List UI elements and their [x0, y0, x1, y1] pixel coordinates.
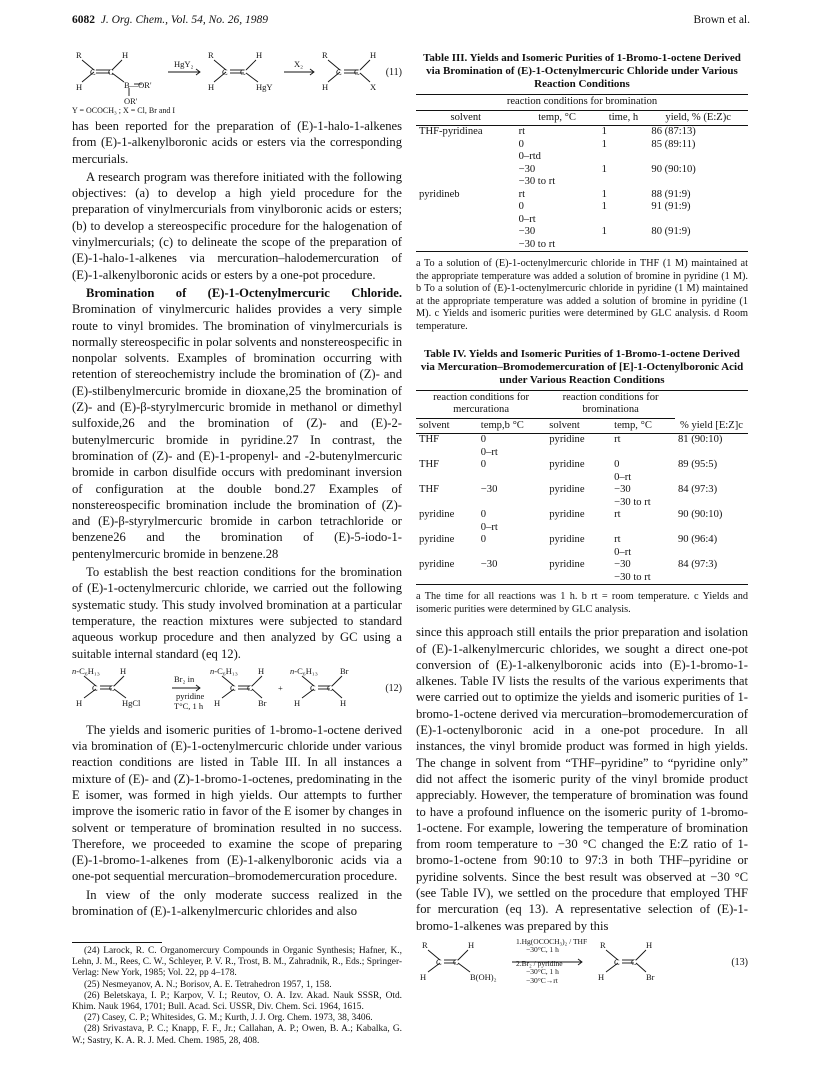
table-cell — [416, 472, 478, 485]
table-row — [416, 239, 748, 252]
table-row — [416, 559, 748, 572]
table-cell: 0–rt — [614, 546, 632, 558]
equation-13 — [416, 938, 748, 1000]
table-4-footnotes: a The time for all reactions was 1 h. b rt = room temperature. c Yields and isomeric purities were determined by GLC analysis. — [416, 591, 748, 615]
table-row — [416, 447, 748, 460]
eq12-reagent-bottom: T°C, 1 h — [174, 700, 204, 711]
table-cell: THF-pyridinea — [419, 126, 483, 137]
svg-text:R: R — [322, 50, 328, 60]
table-cell — [546, 547, 611, 560]
references — [72, 942, 402, 1047]
left-column — [72, 48, 402, 921]
table-cell: −30 to rt — [614, 571, 651, 583]
svg-text:H: H — [598, 971, 605, 982]
svg-text:C: C — [108, 67, 114, 77]
svg-text:C: C — [631, 956, 637, 967]
svg-text:C: C — [90, 67, 96, 77]
table-cell — [416, 547, 478, 560]
table-row — [416, 472, 748, 485]
table-cell — [478, 572, 546, 585]
svg-text:X: X — [370, 82, 377, 92]
table-cell — [648, 214, 748, 227]
table-row — [416, 484, 748, 497]
table-cell: 0–rt — [518, 213, 536, 225]
table-cell: −30 — [518, 226, 536, 237]
table-cell: −30 — [480, 484, 498, 496]
eq13-line-1: 1.Hg(OCOCH₃)₂ / THF — [516, 936, 588, 946]
eq11-number: (11) — [385, 67, 402, 78]
table-cell — [599, 239, 649, 252]
table-cell: 88 (91:9) — [651, 188, 691, 200]
eq13-conditions — [516, 938, 587, 986]
table-cell: 1 — [601, 226, 607, 237]
table-cell — [599, 214, 649, 227]
table-cell: 0 — [480, 434, 487, 446]
table-cell — [416, 572, 478, 585]
journal-citation: J. Org. Chem., Vol. 54, No. 26, 1989 — [100, 14, 269, 26]
svg-text:H: H — [322, 82, 329, 92]
table-cell: 0–rtd — [518, 151, 541, 162]
svg-text:C: C — [436, 956, 442, 967]
table-cell: pyridine — [549, 534, 585, 546]
table-cell: pyridine — [549, 459, 585, 471]
table-row — [416, 189, 748, 202]
table-cell: 1 — [601, 126, 607, 137]
table-4-col-temp-2: temp, °C — [614, 419, 652, 431]
table-row — [416, 214, 748, 227]
svg-text:C: C — [327, 682, 333, 693]
table-cell — [648, 176, 748, 189]
svg-text:H: H — [76, 697, 83, 708]
table-cell: pyridine — [549, 509, 585, 521]
table-cell — [599, 176, 649, 189]
svg-text:n-C₆H₁₃: n-C₆H₁₃ — [72, 665, 100, 676]
table-cell: 0 — [480, 534, 487, 546]
svg-text:C: C — [354, 67, 360, 77]
eq12-reagent-top: Br₂ in — [174, 673, 195, 684]
table-cell: rt — [614, 509, 621, 521]
eq12-reagent-mid: pyridine — [176, 690, 205, 701]
table-3-col-solvent: solvent — [450, 111, 482, 123]
table-cell: 89 (95:5) — [677, 459, 718, 471]
table-cell: pyridine — [549, 484, 585, 496]
table-cell: −30 — [614, 484, 631, 496]
svg-text:C: C — [222, 67, 228, 77]
section-heading: Bromination of (E)-1-Octenylmercuric Chloride. — [86, 285, 402, 300]
table-row — [416, 497, 748, 510]
table-cell: −30 — [518, 163, 536, 175]
table-cell — [416, 139, 516, 152]
svg-text:n-C₆H₁₃: n-C₆H₁₃ — [290, 665, 318, 676]
paragraph: To establish the best reaction conditions for the bromination of (E)-1-octenylmercuric chloride, we carried out the following systematic study. This study involved bromination at a particular temperature, the reaction mixtures were subjected to standard aqueous workup procedure and then analyzed by GC using a suitable internal standard (eq 12). — [72, 565, 402, 661]
svg-text:H: H — [120, 665, 127, 676]
table-cell: −30 to rt — [518, 238, 556, 250]
equation-12 — [72, 666, 402, 718]
eq13-line-2: −30°C, 1 h — [526, 945, 559, 955]
svg-text:H: H — [468, 939, 475, 950]
svg-text:H: H — [76, 82, 83, 92]
equation-11-structures — [72, 48, 402, 106]
svg-text:H: H — [370, 50, 377, 60]
table-cell: 84 (97:3) — [677, 559, 718, 571]
table-cell — [648, 239, 748, 252]
table-cell — [416, 497, 478, 510]
header-left — [72, 14, 268, 26]
table-row — [416, 139, 748, 152]
svg-text:R: R — [76, 50, 82, 60]
table-cell: rt — [518, 126, 526, 137]
svg-text:R: R — [600, 939, 606, 950]
svg-text:HgCl: HgCl — [122, 697, 141, 708]
table-cell — [416, 447, 478, 460]
table-row — [416, 509, 748, 522]
table-cell: 0 — [480, 459, 487, 471]
eq13-line-4: −30°C, 1 h — [526, 967, 559, 977]
svg-text:C: C — [109, 682, 115, 693]
svg-text:+: + — [278, 682, 283, 693]
page-number: 6082 — [72, 14, 95, 26]
right-column — [416, 52, 748, 1000]
table-cell — [546, 572, 611, 585]
table-cell: −30 — [480, 559, 498, 571]
svg-text:H: H — [258, 665, 265, 676]
paragraph-text: Bromination of vinylmercuric halides provides a very simple route to vinyl bromides. The bromination of vinylmercurials is normally stereospecific in polar solvents and nonstereospecific in nonpolar solvents. Examples of bromination occurring with retention of stereochemistry include the bromination of (Z)- and (E)-stilbenylmercuric bromide in dioxane,25 the bromination of (Z)- and (E)-β-styrylmercuric bromide in methanol or dimethyl sulfoxide,26 and the bromination of (Z)- and (E)-2-butenylmercuric bromide in pyridine.27 In contrast, the bromination of (Z)- and (E)-1-propenyl- and -2-butenylmercuric bromide in carbon disulfide occurs with predominant inversion of configuration at the double bond.27 Examples of nonstereospecific bromination include the bromination of (Z)- and (E)-β-styrylmercuric bromide in carbon tetrachloride or benzene26 and the bromination of (E)-5-iodo-1-pentenylmercuric bromide in benzene.28 — [72, 302, 402, 561]
paragraph: In view of the only moderate success realized in the bromination of (E)-1-alkenylmercuric chlorides and also — [72, 887, 402, 919]
eq11-reagent-1: HgY₂ — [174, 59, 194, 69]
svg-text:H: H — [646, 939, 653, 950]
svg-text:H: H — [208, 82, 215, 92]
table-4 — [416, 348, 748, 617]
table-cell — [675, 547, 748, 560]
table-cell: THF — [419, 459, 440, 471]
table-cell — [416, 214, 516, 227]
table-row — [416, 522, 748, 535]
table-cell — [648, 151, 748, 164]
table-4-body — [416, 434, 748, 585]
table-4-group-mercuration: reaction conditions for mercurationa — [416, 390, 546, 418]
table-cell: rt — [614, 434, 621, 446]
eq13-line-5: −30°C→rt — [526, 975, 558, 985]
svg-text:C: C — [247, 682, 253, 693]
svg-text:Br: Br — [258, 697, 267, 708]
svg-text:R: R — [422, 939, 428, 950]
table-cell: THF — [419, 434, 440, 446]
table-cell: 1 — [601, 163, 607, 175]
table-4-col-temp-1: temp,b °C — [480, 419, 524, 431]
table-cell — [478, 547, 546, 560]
svg-text:C: C — [453, 956, 459, 967]
svg-text:B(OH)₂: B(OH)₂ — [470, 971, 497, 982]
table-cell: 1 — [601, 138, 607, 150]
svg-text:B—OR': B—OR' — [124, 80, 152, 90]
table-cell — [675, 522, 748, 535]
table-cell: 90 (90:10) — [677, 509, 723, 521]
table-cell — [416, 151, 516, 164]
table-cell: pyridine — [419, 534, 455, 546]
table-cell: 90 (90:10) — [651, 163, 696, 175]
svg-text:OR': OR' — [124, 96, 138, 106]
svg-text:H: H — [420, 971, 427, 982]
table-cell: rt — [518, 188, 526, 200]
table-3-title: Table III. Yields and Isomeric Purities of 1-Bromo-1-octene Derived via Bromination of (E)-1-Octenylmercuric Chloride under Various Reaction Conditions — [423, 52, 741, 90]
table-cell — [675, 472, 748, 485]
table-row — [416, 201, 748, 214]
table-3 — [416, 52, 748, 334]
eq12-number: (12) — [385, 682, 402, 694]
equation-11 — [72, 48, 402, 118]
reference-25: (25) Nesmeyanov, A. N.; Borisov, A. E. Tetrahedron 1957, 1, 158. — [84, 979, 332, 990]
eq13-number: (13) — [731, 956, 748, 968]
table-cell: pyridine — [549, 559, 585, 571]
table-cell: 91 (91:9) — [651, 201, 691, 212]
svg-text:H: H — [340, 697, 347, 708]
table-cell — [546, 472, 611, 485]
table-4-group-bromination: reaction conditions for brominationa — [546, 390, 675, 418]
table-cell: −30 to rt — [518, 176, 556, 187]
table-row — [416, 459, 748, 472]
table-row — [416, 226, 748, 239]
table-cell: 0 — [614, 459, 620, 471]
table-cell: 80 (91:9) — [651, 226, 691, 237]
table-4-col-solvent-2: solvent — [549, 419, 580, 431]
reference-28: (28) Srivastava, P. C.; Knapp, F. F., Jr.; Callahan, A. P.; Owen, B. A.; Kabalka, G. W.; Sastry, K. A. R. J. Med. Chem. 1985, 28, 408. — [72, 1024, 402, 1046]
table-cell — [416, 176, 516, 189]
svg-text:R: R — [208, 50, 214, 60]
table-cell: −30 to rt — [614, 496, 651, 508]
table-3-col-time: time, h — [608, 111, 639, 123]
paragraph: A research program was therefore initiated with the following objectives: (a) to develop a high yield procedure for the preparation of vinylmercurials from vinylboronic acids or esters; (b) to develop a stereospecific procedure for the halogenation of vinylmercurials; (c) to delineate the scope of the preparation of (E)-1-halo-1-alkenes via mercuration–halodemercuration of (E)-1-alkenylboronic acids or esters by a one-pot procedure. — [72, 169, 402, 282]
table-cell — [416, 239, 516, 252]
svg-text:H: H — [294, 697, 301, 708]
table-cell: −30 — [614, 559, 631, 571]
table-cell — [611, 522, 675, 535]
paragraph: The yields and isomeric purities of 1-bromo-1-octene derived via bromination of (E)-1-octenylmercuric chloride under various reaction conditions are listed in Table III. In all instances a mixture of (E)- and (Z)-1-bromo-1-octenes, predominating in the E isomer, was formed in high yields. Our attempts to further improve the isomeric ratio in favor of the E isomer by changes in solvent or temperature of bromination resulted in no success. Therefore, we proceeded to examine the scope of preparing (E)-1-bromo-1-alkenes from (E)-1-alkenylboronic acids via a one-pot sequential mercuration–bromodemercuration procedure. — [72, 722, 402, 884]
references-rule — [72, 942, 162, 943]
table-row — [416, 176, 748, 189]
table-cell: 81 (90:10) — [677, 434, 723, 446]
svg-text:C: C — [230, 682, 236, 693]
table-4-title: Table IV. Yields and Isomeric Purities of 1-Bromo-1-octene Derived via Mercuration–Bromodemercuration of [E]-1-Octenylboronic Acid under Various Reaction Conditions — [420, 347, 744, 386]
table-cell — [546, 447, 611, 460]
table-cell — [546, 522, 611, 535]
svg-text:C: C — [336, 67, 342, 77]
svg-text:H: H — [256, 50, 263, 60]
paragraph: has been reported for the preparation of (E)-1-halo-1-alkenes from (E)-1-alkenylboronic acids or esters via the corresponding mercurials. — [72, 119, 402, 166]
table-row — [416, 434, 748, 447]
svg-text:C: C — [240, 67, 246, 77]
table-3-group-header: reaction conditions for bromination — [416, 95, 748, 111]
table-row — [416, 572, 748, 585]
table-3-body — [416, 126, 748, 252]
table-3-grid — [416, 94, 748, 252]
table-cell: 0 — [518, 138, 524, 150]
svg-text:H: H — [214, 697, 221, 708]
table-cell — [416, 201, 516, 214]
table-cell — [611, 447, 675, 460]
table-cell: pyridine — [419, 559, 455, 571]
svg-text:Br: Br — [646, 971, 655, 982]
table-3-footnotes: a To a solution of (E)-1-octenylmercuric chloride in THF (1 M) maintained at the appropriate temperature was added a solution of bromine in pyridine (1 M). b To a solution of (E)-1-octenylmercuric chloride in pyridine (1 M) maintained at the appropriate temperature was added a solution of bromine in pyridine (1 M). c Yields and isomeric purities were determined by GLC analysis. d Room temperature. — [416, 258, 748, 332]
svg-text:C: C — [310, 682, 316, 693]
svg-text:C: C — [614, 956, 620, 967]
svg-text:HgY: HgY — [256, 82, 273, 92]
eq11-reagent-2: X₂ — [294, 59, 304, 69]
paragraph: since this approach still entails the prior preparation and isolation of (E)-1-alkenylmercuric chlorides, we sought a direct one-pot conversion of (E)-1-alkenylboronic acids into (E)-1-bromo-1-alkenes. Table IV lists the results of the various experiments that were carried out to optimize the yields and isomeric purities of 1-bromo-1-octene derived via mercuration–bromodemercuration of (E)-1-octenylboronic acid in a one-pot procedure. In all instances, the vinyl bromide product was formed in high yields. The change in solvent from “THF–pyridine” to “pyridine only” did not affect the isomeric purity of the vinyl bromide product appreciably. However, the temperature of bromination was found to have a profound influence on the isomeric purity of 1-bromo-1-octene. For example, lowering the temperature of bromination from room temperature to −30 °C changed the E:Z ratio of 1-bromo-1-octene from 90:10 to 97:3 in both THF–pyridine or pyridine solvents. Since the best result was observed at −30 °C (see Table IV), we settled on the procedure that employed THF for mercuration (eq 13). A representative selection of (E)-1-bromo-1-alkenes was prepared by this — [416, 625, 748, 933]
table-cell: 0–rt — [614, 471, 632, 483]
eq11-caption: Y = OCOCH₃ ; X = Cl, Br and I — [72, 106, 176, 115]
table-row — [416, 151, 748, 164]
table-cell: 85 (89:11) — [651, 138, 696, 150]
table-cell — [675, 572, 748, 585]
table-3-col-yield: yield, % (E:Z)c — [665, 111, 731, 123]
table-cell: 1 — [601, 201, 607, 212]
svg-text:C: C — [92, 682, 98, 693]
equation-12-structures — [72, 666, 402, 716]
table-cell: 86 (87:13) — [651, 126, 696, 137]
table-cell — [478, 497, 546, 510]
table-cell: 0 — [480, 509, 487, 521]
table-3-col-temp: temp, °C — [538, 111, 576, 123]
svg-text:H: H — [122, 50, 129, 60]
table-cell: pyridineb — [419, 188, 460, 200]
table-4-col-solvent-1: solvent — [419, 419, 450, 431]
table-cell — [478, 472, 546, 485]
paragraph — [72, 285, 402, 562]
table-cell: pyridine — [419, 509, 455, 521]
reference-26: (26) Beletskaya, I. P.; Karpov, V. I.; Reutov, O. A. Izv. Akad. Nauk SSSR, Otd. Khim. Nauk 1964, 1701; Bull. Acad. Sci. USSR, Div. Chem. Sci. 1964, 1615. — [72, 990, 402, 1013]
table-cell: 0–rt — [480, 446, 498, 458]
table-row — [416, 534, 748, 547]
table-4-grid — [416, 390, 748, 586]
eq13-line-3: 2.Br₂ / pyridine — [516, 958, 563, 968]
table-row — [416, 126, 748, 139]
table-cell — [675, 497, 748, 510]
table-cell — [599, 151, 649, 164]
table-cell — [546, 497, 611, 510]
table-cell — [416, 164, 516, 177]
table-cell: 84 (97:3) — [677, 484, 718, 496]
table-row — [416, 547, 748, 560]
header-authors: Brown et al. — [693, 14, 750, 26]
table-cell: 90 (96:4) — [677, 534, 718, 546]
reference-27: (27) Casey, C. P.; Whitesides, G. M.; Kurth, J. J. Org. Chem. 1973, 38, 3406. — [84, 1013, 373, 1024]
reference-24: (24) Larock, R. C. Organomercury Compounds in Organic Synthesis; Hafner, K., Lehn, J. M., Rees, C. W., Schleyer, P. V. R., Trost, B. M., Zahradnik, R., Eds.; Springer-Verlag: New York, 1985; Vol. 22, pp 4–178. — [72, 946, 402, 979]
table-cell: 1 — [601, 188, 607, 200]
table-cell: 0 — [518, 201, 524, 212]
table-cell — [416, 522, 478, 535]
table-cell: 0–rt — [480, 521, 498, 533]
table-cell: rt — [614, 534, 621, 546]
table-cell: pyridine — [549, 434, 585, 446]
table-row — [416, 164, 748, 177]
table-4-col-yield: % yield [E:Z]c — [680, 419, 743, 431]
svg-text:n-C₆H₁₃: n-C₆H₁₃ — [210, 665, 238, 676]
table-cell: THF — [419, 484, 440, 496]
table-cell — [416, 226, 516, 239]
table-cell — [675, 447, 748, 460]
svg-text:Br: Br — [340, 665, 349, 676]
